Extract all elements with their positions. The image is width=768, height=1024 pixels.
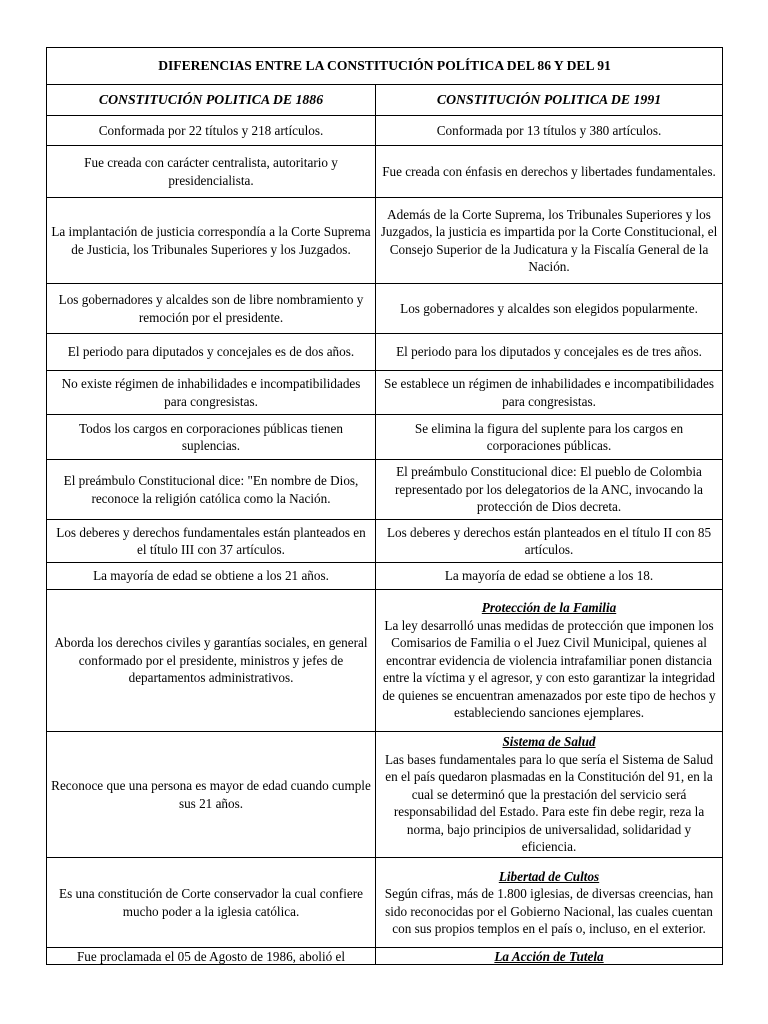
clipped-text: Fue proclamada el 05 de Agosto de 1986, abolió el	[76, 949, 346, 964]
document-page	[46, 47, 722, 965]
cell-1886: Conformada por 22 títulos y 218 artículos.	[47, 116, 376, 146]
cell-1886: Fue creada con carácter centralista, autoritario y presidencialista.	[47, 146, 376, 198]
table-row	[47, 590, 723, 732]
cell-1991	[376, 590, 723, 732]
cell-1991: Los gobernadores y alcaldes son elegidos popularmente.	[376, 284, 723, 334]
table-row	[47, 371, 723, 415]
cell-1991: Fue creada con énfasis en derechos y libertades fundamentales.	[376, 146, 723, 198]
table-row	[47, 460, 723, 520]
table-row	[47, 858, 723, 948]
section-heading-familia: Protección de la Familia	[481, 600, 617, 616]
cell-1886: El periodo para diputados y concejales es de dos años.	[47, 334, 376, 371]
table-row	[47, 116, 723, 146]
section-heading-cultos: Libertad de Cultos	[498, 868, 600, 884]
table-row	[47, 284, 723, 334]
cell-1991	[376, 732, 723, 858]
table-row	[47, 948, 723, 965]
column-header-1991: CONSTITUCIÓN POLITICA DE 1991	[376, 85, 723, 116]
cell-1991: El preámbulo Constitucional dice: El pueblo de Colombia representado por los delegatorios de la ANC, invocando la protección de Dios decreta.	[376, 460, 723, 520]
cell-1886: Los gobernadores y alcaldes son de libre nombramiento y remoción por el presidente.	[47, 284, 376, 334]
cell-1886: El preámbulo Constitucional dice: "En nombre de Dios, reconoce la religión católica como la Nación.	[47, 460, 376, 520]
column-header-1886: CONSTITUCIÓN POLITICA DE 1886	[47, 85, 376, 116]
table-row	[47, 563, 723, 590]
cell-1886: Aborda los derechos civiles y garantías sociales, en general conformado por el presidente, ministros y jefes de departamentos administrativos.	[47, 590, 376, 732]
cell-1886	[47, 948, 376, 965]
cell-1886: La mayoría de edad se obtiene a los 21 años.	[47, 563, 376, 590]
cell-1991: La mayoría de edad se obtiene a los 18.	[376, 563, 723, 590]
table-row	[47, 415, 723, 460]
cell-1991: Se establece un régimen de inhabilidades e incompatibilidades para congresistas.	[376, 371, 723, 415]
section-heading-salud: Sistema de Salud	[502, 734, 596, 750]
table-row	[47, 732, 723, 858]
table-row	[47, 146, 723, 198]
cell-1991: Los deberes y derechos están planteados en el título II con 85 artículos.	[376, 520, 723, 563]
cell-1886: La implantación de justicia correspondía a la Corte Suprema de Justicia, los Tribunales Superiores y los Juzgados.	[47, 198, 376, 284]
cell-1886: Los deberes y derechos fundamentales están planteados en el título III con 37 artículos.	[47, 520, 376, 563]
cell-1991: Conformada por 13 títulos y 380 artículos.	[376, 116, 723, 146]
title-row	[47, 48, 723, 85]
table-title: DIFERENCIAS ENTRE LA CONSTITUCIÓN POLÍTICA DEL 86 Y DEL 91	[47, 48, 723, 85]
table-row	[47, 198, 723, 284]
section-text-salud: Las bases fundamentales para lo que sería el Sistema de Salud en el país quedaron plasmadas en la Constitución del 91, en la cual se determinó que la prestación del servicio será responsabilidad del Estado. Para este fin debe regir, reza la norma, bajo principios de universalidad, solidaridad y eficiencia.	[384, 751, 714, 855]
section-text-cultos: Según cifras, más de 1.800 iglesias, de diversas creencias, han sido reconocidas por el Gobierno Nacional, las cuales cuentan con sus propios templos en el país o, incluso, en el exterior.	[384, 886, 714, 936]
cell-1991: El periodo para los diputados y concejales es de tres años.	[376, 334, 723, 371]
cell-1886: Es una constitución de Corte conservador la cual confiere mucho poder a la iglesia católica.	[47, 858, 376, 948]
table-row	[47, 520, 723, 563]
clipped-heading	[380, 948, 718, 964]
cell-1991: Además de la Corte Suprema, los Tribunales Superiores y los Juzgados, la justicia es impartida por la Corte Constitucional, el Consejo Superior de la Judicatura y la Fiscalía General de la Nación.	[376, 198, 723, 284]
cell-1991: Se elimina la figura del suplente para los cargos en corporaciones públicas.	[376, 415, 723, 460]
cell-1886: No existe régimen de inhabilidades e incompatibilidades para congresistas.	[47, 371, 376, 415]
table-row	[47, 334, 723, 371]
cell-1886: Reconoce que una persona es mayor de edad cuando cumple sus 21 años.	[47, 732, 376, 858]
cell-1991	[376, 948, 723, 965]
section-text-familia: La ley desarrolló unas medidas de protección que imponen los Comisarios de Familia o el Juez Civil Municipal, quienes al encontrar evidencia de violencia intrafamiliar ponen distancia entre la víctima y el agresor, y con esto garantizar la integridad de quienes se encuentran amenazados por este tipo de hechos y estableciendo sanciones ejemplares.	[382, 617, 716, 721]
cell-1886: Todos los cargos en corporaciones públicas tienen suplencias.	[47, 415, 376, 460]
cell-1991	[376, 858, 723, 948]
column-header-row	[47, 85, 723, 116]
comparison-table	[46, 47, 723, 965]
section-heading-tutela: La Acción de Tutela	[494, 949, 604, 964]
